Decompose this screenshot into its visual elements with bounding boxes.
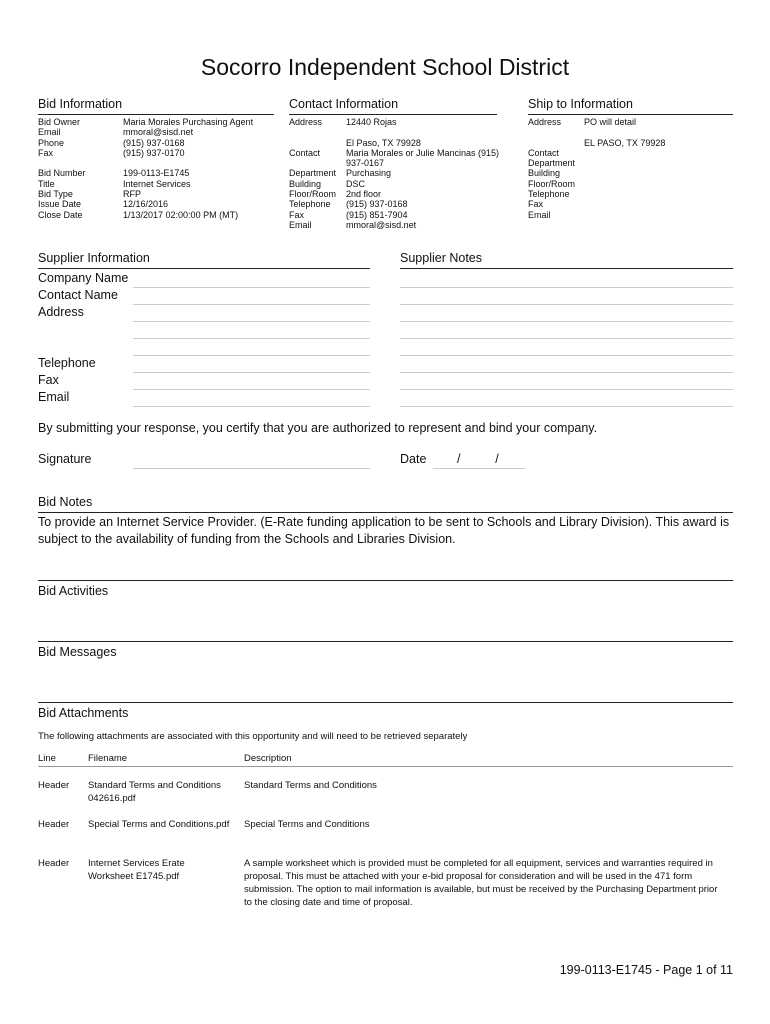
bid-attachments-intro: The following attachments are associated with this opportunity and will need to be retrieved separately <box>38 731 468 742</box>
company-name-field[interactable] <box>133 287 370 288</box>
col-header-description: Description <box>244 753 292 764</box>
label-issue-date: Issue Date <box>38 199 82 210</box>
contact-name-field[interactable] <box>133 304 370 305</box>
contact-value-telephone: (915) 937-0168 <box>346 199 408 210</box>
value-bid-number: 199-0113-E1745 <box>123 168 190 179</box>
value-email: mmoral@sisd.net <box>123 127 194 138</box>
ship-value-city: EL PASO, TX 79928 <box>584 137 666 148</box>
ship-label-floor: Floor/Room <box>528 178 576 189</box>
supplier-notes-line-7[interactable] <box>400 389 733 390</box>
ship-label-building: Building <box>528 168 561 179</box>
label-email: Email <box>38 127 61 138</box>
supplier-info-heading: Supplier Information <box>38 251 150 265</box>
contact-label-contact: Contact <box>289 147 321 158</box>
signature-field[interactable] <box>133 468 370 469</box>
bid-notes-heading: Bid Notes <box>38 495 93 509</box>
telephone-field[interactable] <box>133 372 370 373</box>
bid-info-labels <box>38 117 86 220</box>
label-fax: Fax <box>38 147 54 158</box>
bid-attachments-heading: Bid Attachments <box>38 706 129 720</box>
page-title: Socorro Independent School District <box>200 54 570 80</box>
bid-notes-rule <box>38 512 733 513</box>
supplier-notes-line-1[interactable] <box>400 287 733 288</box>
ship-value-address: PO will detail <box>584 117 637 127</box>
value-close-date: 1/13/2017 02:00:00 PM (MT) <box>123 209 239 220</box>
supplier-info-rule <box>38 268 370 269</box>
label-email: Email <box>38 390 70 404</box>
contact-label-floor: Floor/Room <box>289 189 337 200</box>
bid-info-rule <box>38 114 274 115</box>
contact-label-department: Department <box>289 168 337 179</box>
label-close-date: Close Date <box>38 209 83 220</box>
contact-value-floor: 2nd floor <box>346 189 382 200</box>
supplier-notes-line-3[interactable] <box>400 321 733 322</box>
bid-messages-rule <box>38 702 733 703</box>
col-header-filename: Filename <box>88 753 128 764</box>
label-bid-type: Bid Type <box>38 189 73 200</box>
contact-info-values <box>346 117 499 230</box>
ship-label-fax: Fax <box>528 199 544 210</box>
value-bid-type: RFP <box>123 189 141 200</box>
label-contact-name: Contact Name <box>38 288 118 302</box>
ship-info-rule <box>528 114 733 115</box>
contact-label-telephone: Telephone <box>289 199 331 210</box>
col-header-line: Line <box>38 753 56 764</box>
contact-info-rule <box>289 114 497 115</box>
value-phone: (915) 937-0168 <box>123 137 185 148</box>
bid-activities-heading: Bid Activities <box>38 584 109 598</box>
contact-value-city: El Paso, TX 79928 <box>346 137 421 148</box>
bid-notes-text: To provide an Internet Service Provider. (E-Rate funding application to be sent to Schools and Library Division). This award is subject to the availability of funding from the Schools and Libraries Division. <box>38 515 730 546</box>
ship-label-address: Address <box>528 117 562 127</box>
contact-info-heading: Contact Information <box>289 97 399 111</box>
supplier-notes-heading: Supplier Notes <box>400 251 482 265</box>
date-field[interactable] <box>433 468 525 469</box>
table-row-3-filename[interactable]: Internet Services Erate Worksheet E1745.pdf <box>88 858 185 882</box>
bid-messages-heading: Bid Messages <box>38 645 117 659</box>
label-fax: Fax <box>38 373 59 387</box>
contact-value-address: 12440 Rojas <box>346 117 397 127</box>
table-row-3-line: Header <box>38 858 70 869</box>
value-issue-date: 12/16/2016 <box>123 199 169 210</box>
page-footer: 199-0113-E1745 - Page 1 of 11 <box>559 963 733 977</box>
supplier-notes-line-5[interactable] <box>400 355 733 356</box>
contact-info-labels <box>289 117 336 230</box>
fax-field[interactable] <box>133 389 370 390</box>
supplier-notes-rule <box>400 268 733 269</box>
contact-value-building: DSC <box>346 178 366 189</box>
bid-notes-bottom-rule <box>38 580 733 581</box>
ship-label-telephone: Telephone <box>528 189 570 200</box>
label-bid-number: Bid Number <box>38 168 86 179</box>
certify-text: By submitting your response, you certify that you are authorized to represent and bind your company. <box>38 421 598 435</box>
supplier-fields <box>38 270 128 406</box>
supplier-notes-line-8[interactable] <box>400 406 733 407</box>
supplier-notes-line-6[interactable] <box>400 372 733 373</box>
table-row-2-line: Header <box>38 819 70 830</box>
date-label: Date <box>400 452 427 466</box>
value-fax: (915) 937-0170 <box>123 147 185 158</box>
label-phone: Phone <box>38 137 65 148</box>
contact-value-department: Purchasing <box>346 168 392 179</box>
label-title: Title <box>38 178 55 189</box>
contact-value-fax: (915) 851-7904 <box>346 209 408 220</box>
contact-label-address: Address <box>289 117 323 127</box>
email-field[interactable] <box>133 406 370 407</box>
address-field-2[interactable] <box>133 338 370 339</box>
table-row-2-filename[interactable]: Special Terms and Conditions.pdf <box>88 819 230 830</box>
bid-info-heading: Bid Information <box>38 97 123 111</box>
table-row-1-description: Standard Terms and Conditions <box>244 780 377 791</box>
bid-info-values <box>123 117 253 220</box>
value-bid-owner: Maria Morales Purchasing Agent <box>123 117 254 127</box>
ship-info-labels <box>528 117 575 220</box>
label-address: Address <box>38 305 84 319</box>
ship-label-department: Department <box>528 158 576 169</box>
contact-value-email: mmoral@sisd.net <box>346 219 417 230</box>
contact-value-contact-phone: 937-0167 <box>346 158 385 169</box>
contact-value-contact: Maria Morales or Julie Mancinas (915) <box>346 147 500 158</box>
table-row-2-description: Special Terms and Conditions <box>244 819 370 830</box>
ship-label-contact: Contact <box>528 147 560 158</box>
contact-label-building: Building <box>289 178 322 189</box>
ship-label-email: Email <box>528 209 551 220</box>
table-row-1-line: Header <box>38 780 70 791</box>
ship-info-heading: Ship to Information <box>528 97 633 111</box>
contact-label-fax: Fax <box>289 209 305 220</box>
ship-info-values <box>584 117 665 148</box>
label-telephone: Telephone <box>38 356 96 370</box>
supplier-notes-line-2[interactable] <box>400 304 733 305</box>
address-field-3[interactable] <box>133 355 370 356</box>
bid-activities-rule <box>38 641 733 642</box>
value-title: Internet Services <box>123 178 191 189</box>
table-row-3-description: A sample worksheet which is provided must be completed for all equipment, services and warranties required in proposal. This must be attached with your e-bid proposal for consideration and will be used in the 471 form submission. The option to mail information is available, but must be received by the Purchasing Department prior to the closing date and time of proposal. <box>244 858 718 908</box>
date-separators: / / <box>457 452 499 466</box>
attachments-header-rule <box>38 766 733 767</box>
contact-label-email: Email <box>289 219 312 230</box>
label-bid-owner: Bid Owner <box>38 117 81 127</box>
supplier-notes-line-4[interactable] <box>400 338 733 339</box>
label-company-name: Company Name <box>38 271 129 285</box>
address-field-1[interactable] <box>133 321 370 322</box>
signature-label: Signature <box>38 452 92 466</box>
table-row-1-filename[interactable]: Standard Terms and Conditions 042616.pdf <box>88 780 221 804</box>
